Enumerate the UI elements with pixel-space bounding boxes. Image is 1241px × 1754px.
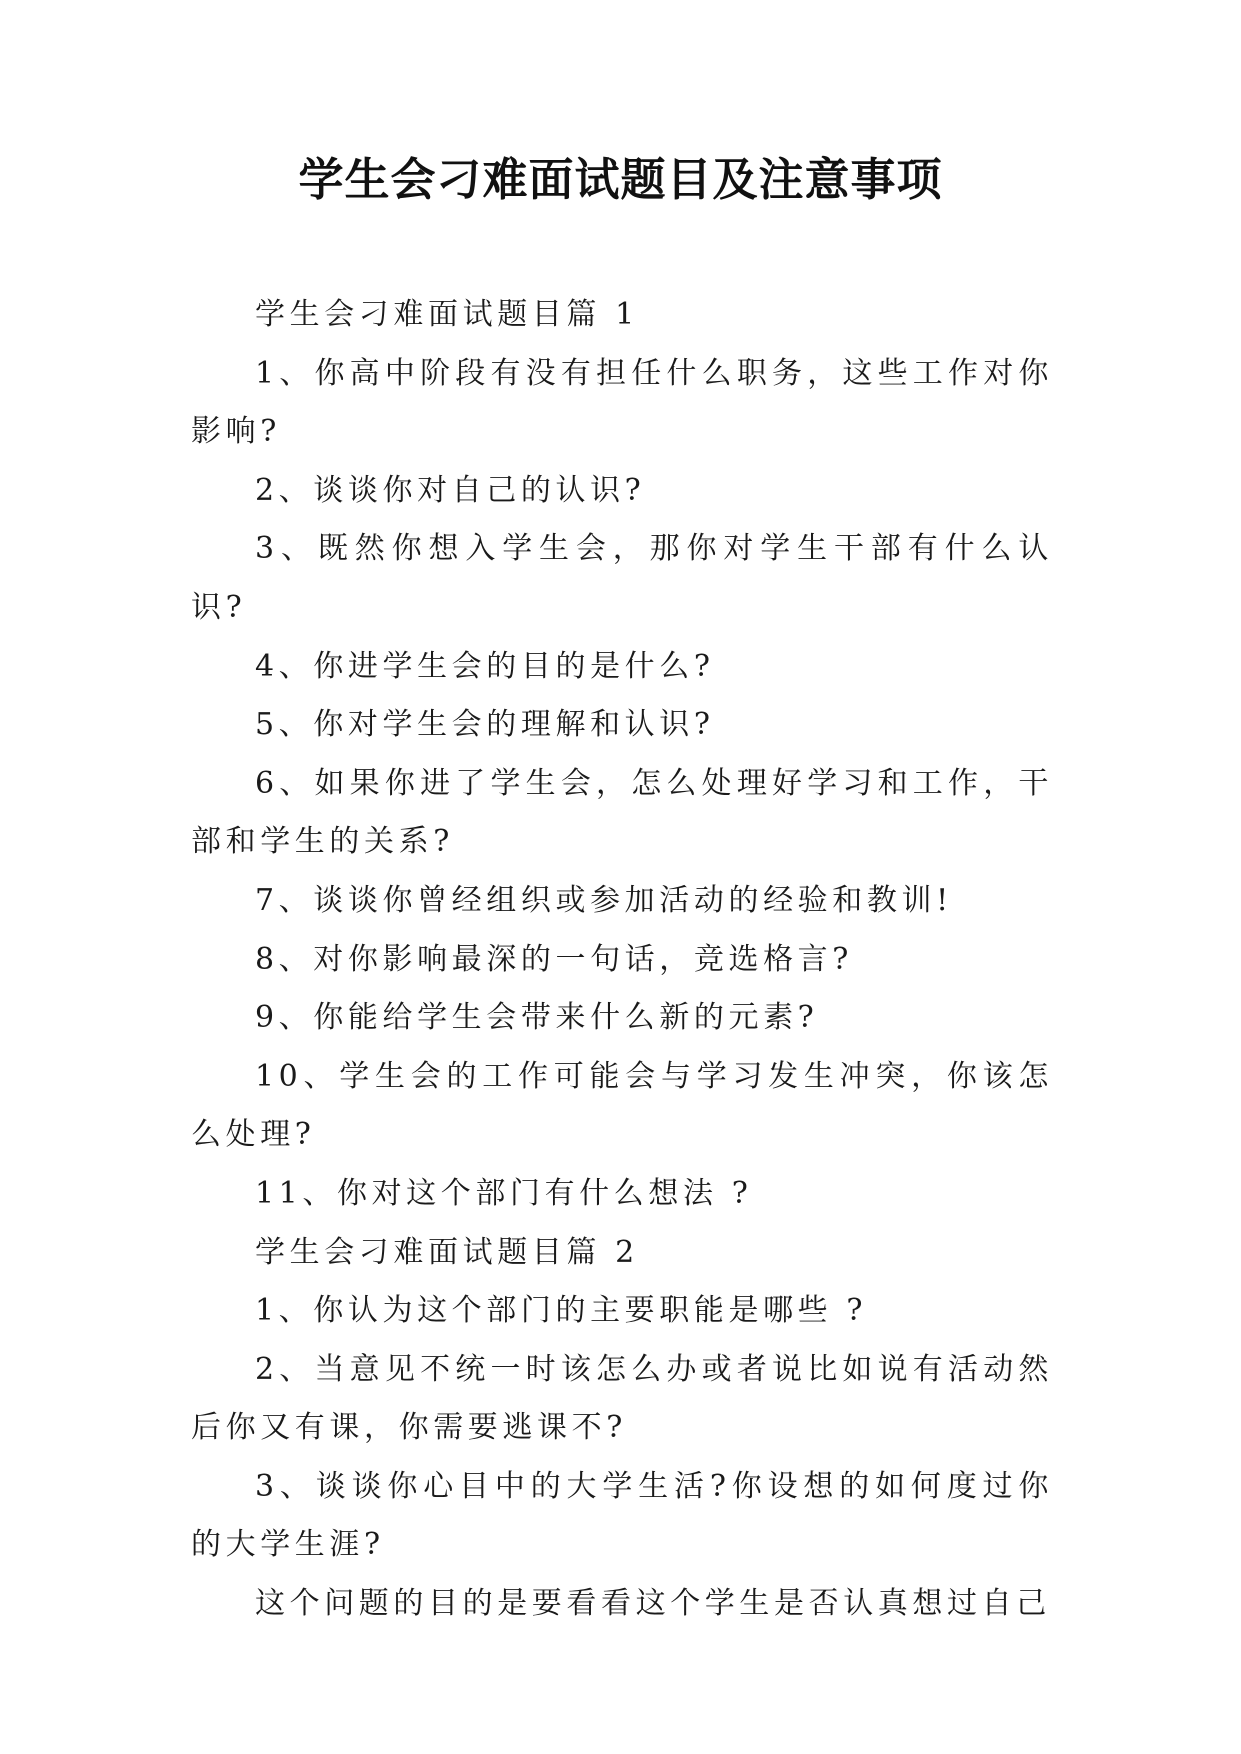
question-paragraph: 11、你对这个部门有什么想法 ?: [255, 1175, 753, 1211]
section-heading-1: 学生会刁难面试题目篇 1: [255, 297, 639, 332]
question-paragraph: 3、谈谈你心目中的大学生活?你设想的如何度过你的大学生涯?: [191, 1468, 1053, 1563]
section-heading-2: 学生会刁难面试题目篇 2: [255, 1234, 639, 1270]
document-title: 学生会刁难面试题目及注意事项: [298, 153, 943, 206]
question-paragraph: 6、如果你进了学生会，怎么处理好学习和工作，干部和学生的关系?: [191, 765, 1053, 860]
body-paragraph: 这个问题的目的是要看看这个学生是否认真想过自己: [255, 1586, 1051, 1622]
question-paragraph: 2、谈谈你对自己的认识?: [255, 472, 646, 508]
question-paragraph: 3、既然你想入学生会，那你对学生干部有什么认识?: [191, 531, 1053, 625]
question-paragraph: 10、学生会的工作可能会与学习发生冲突，你该怎么处理?: [191, 1058, 1053, 1153]
question-paragraph: 1、你认为这个部门的主要职能是哪些 ?: [255, 1293, 868, 1329]
question-paragraph: 5、你对学生会的理解和认识?: [255, 707, 715, 743]
document-body: [191, 286, 1053, 1634]
question-paragraph: 7、谈谈你曾经组织或参加活动的经验和教训!: [255, 882, 953, 918]
question-paragraph: 2、当意见不统一时该怎么办或者说比如说有活动然后你又有课，你需要逃课不?: [191, 1351, 1053, 1446]
question-paragraph: 4、你进学生会的目的是什么?: [255, 648, 715, 684]
question-paragraph: 9、你能给学生会带来什么新的元素?: [255, 1000, 819, 1036]
question-paragraph: 8、对你影响最深的一句话，竞选格言?: [255, 941, 853, 977]
question-paragraph: 1、你高中阶段有没有担任什么职务，这些工作对你影响?: [191, 355, 1053, 450]
